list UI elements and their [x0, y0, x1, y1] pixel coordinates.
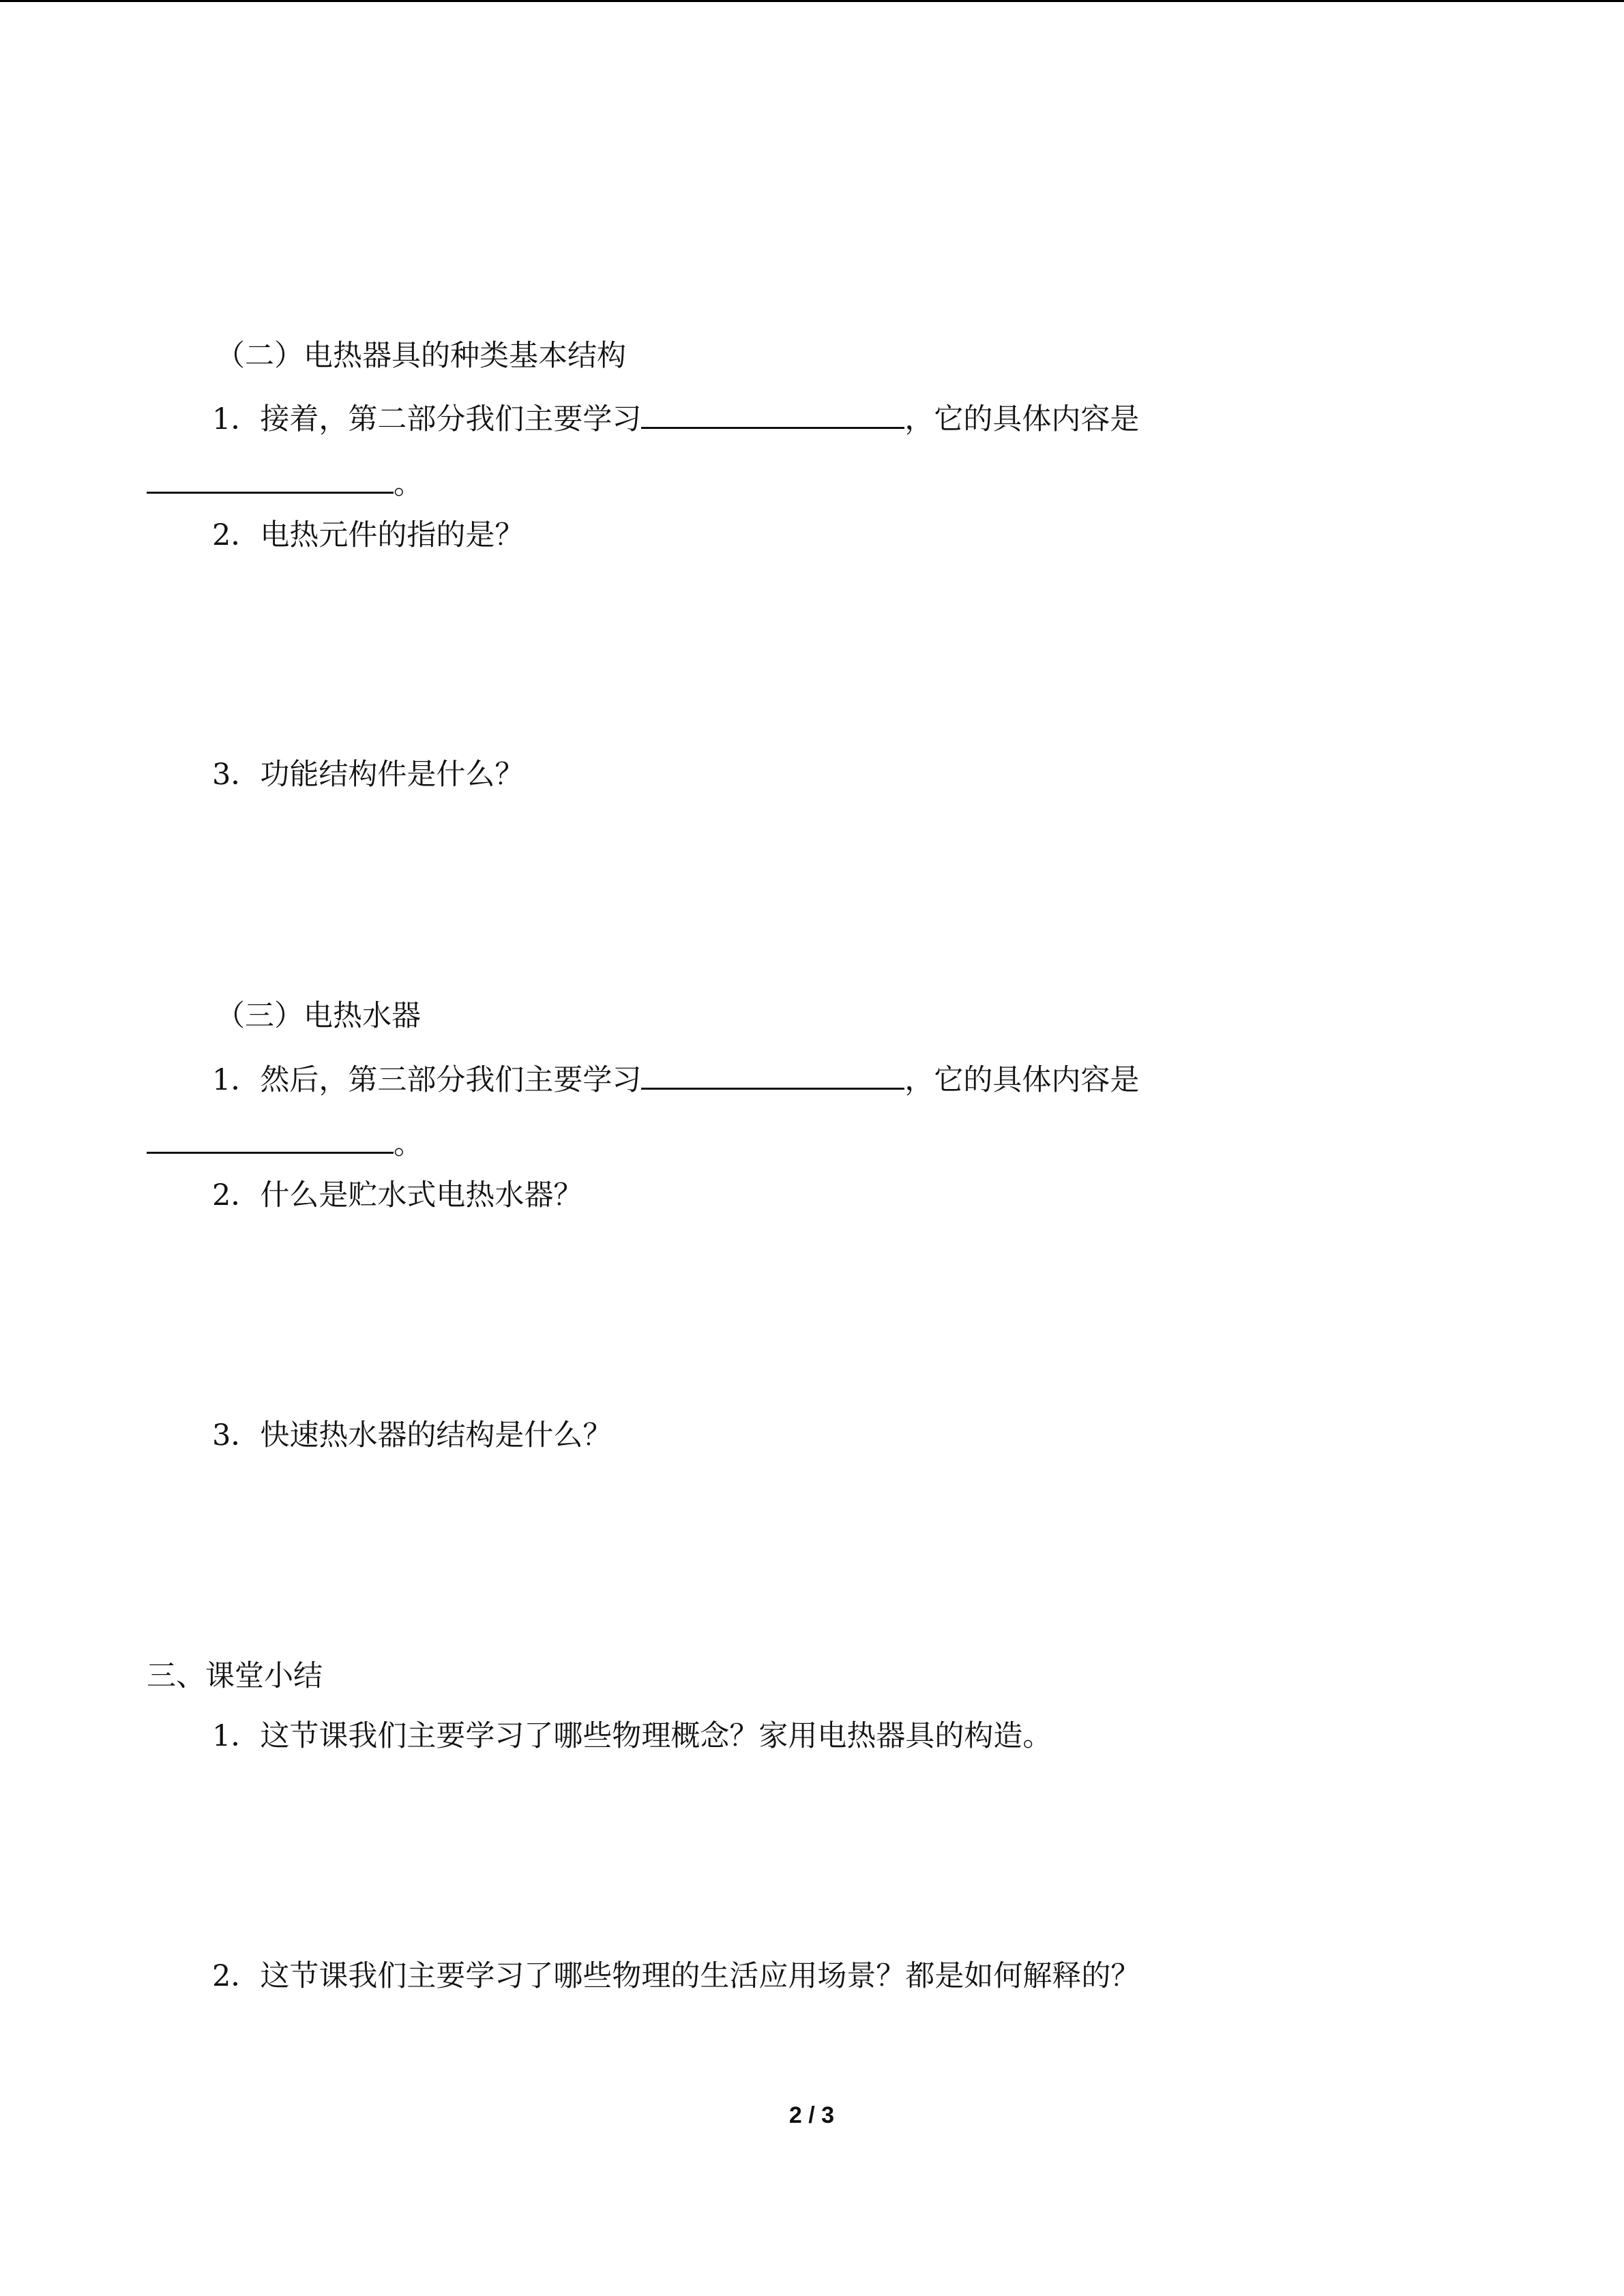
section-2-heading: （二）电热器具的种类基本结构 [216, 339, 626, 373]
section-3-question-1-end: 。 [394, 1127, 423, 1161]
page-number: 2 / 3 [788, 2102, 835, 2128]
section-2-question-3: 3．功能结构件是什么？ [212, 758, 525, 792]
section-2-question-1-end: 。 [394, 467, 423, 501]
section-2-question-1-continuation [147, 462, 423, 503]
answer-blank[interactable] [641, 397, 904, 429]
section-3-question-1-continuation [147, 1122, 423, 1163]
section-3-question-1-suffix: ，它的具体内容是 [904, 1063, 1140, 1097]
section-3-question-2: 2．什么是贮水式电热水器？ [212, 1178, 583, 1212]
section-3-question-1-prefix: 1．然后，第三部分我们主要学习 [212, 1063, 642, 1097]
section-2-question-1-suffix: ，它的具体内容是 [904, 402, 1140, 436]
summary-heading: 三、课堂小结 [147, 1659, 323, 1693]
answer-blank[interactable] [641, 1058, 904, 1090]
section-3-question-1 [212, 1058, 1139, 1099]
section-2-question-1-prefix: 1．接着，第二部分我们主要学习 [212, 402, 642, 436]
section-2-question-1 [212, 397, 1139, 438]
section-3-heading: （三）电热水器 [216, 999, 421, 1033]
summary-question-1: 1．这节课我们主要学习了哪些物理概念？家用电热器具的构造。 [212, 1719, 1052, 1753]
answer-blank[interactable] [147, 1122, 394, 1154]
answer-blank[interactable] [147, 462, 394, 494]
page-top-border [0, 0, 1624, 2]
summary-question-2: 2．这节课我们主要学习了哪些物理的生活应用场景？都是如何解释的？ [212, 1959, 1140, 1993]
section-3-question-3: 3．快速热水器的结构是什么？ [212, 1418, 612, 1452]
section-2-question-2: 2．电热元件的指的是？ [212, 518, 525, 552]
